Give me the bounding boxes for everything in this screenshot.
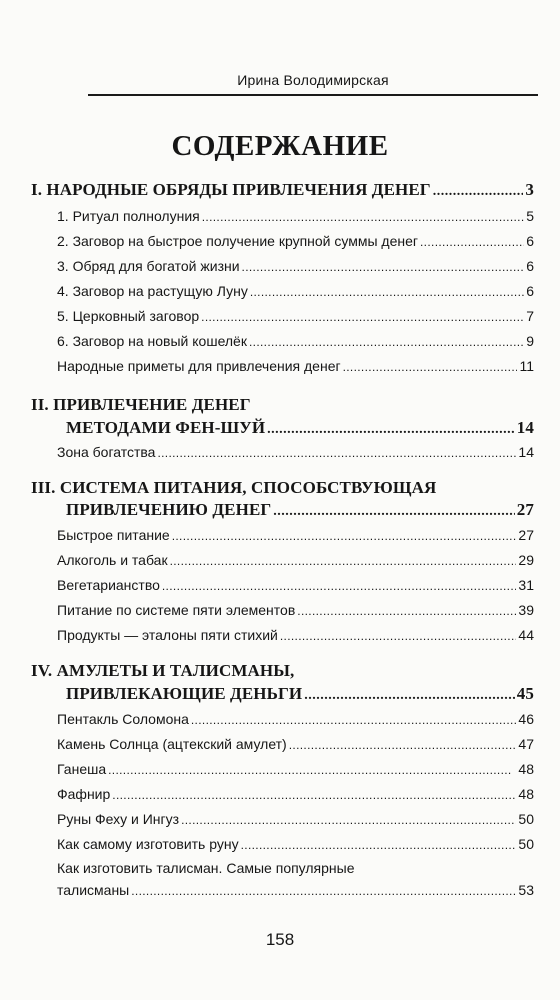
dot-leader: [250, 285, 524, 299]
entry-page-number: 48: [518, 761, 534, 777]
toc-entry[interactable]: [57, 786, 534, 802]
entry-title: Руны Феху и Ингуз: [57, 811, 180, 827]
toc-entry[interactable]: [57, 333, 534, 349]
chapter-page-number: 14: [516, 418, 534, 437]
entry-page-number: 44: [518, 627, 534, 643]
entry-page-number: 6: [526, 233, 534, 249]
entry-page-number: 11: [519, 358, 534, 374]
toc-entry[interactable]: [57, 552, 534, 568]
dot-leader: [289, 738, 517, 752]
entry-title: Зона богатства: [57, 444, 156, 460]
entry-page-number: 47: [518, 736, 534, 752]
chapter-title-line2: МЕТОДАМИ ФЕН-ШУЙ: [66, 418, 266, 437]
dot-leader: [162, 579, 517, 593]
dot-leader: [172, 529, 517, 543]
header-rule: [88, 94, 538, 96]
dot-leader: [131, 884, 516, 898]
toc-entry[interactable]: [57, 208, 534, 224]
entry-page-number: 9: [526, 333, 534, 349]
entry-page-number: 46: [518, 711, 534, 727]
entry-title: 3. Обряд для богатой жизни: [57, 258, 240, 274]
entry-title: Фафнир: [57, 786, 111, 802]
entry-page-number: 50: [518, 811, 534, 827]
dot-leader: [157, 446, 516, 460]
entry-title: 1. Ритуал полнолуния: [57, 208, 200, 224]
dot-leader: [273, 504, 515, 520]
entry-page-number: 29: [518, 552, 534, 568]
toc-entry[interactable]: [57, 444, 534, 460]
toc-entry[interactable]: [57, 882, 534, 898]
chapter-title-line2: ПРИВЛЕКАЮЩИЕ ДЕНЬГИ: [66, 684, 303, 703]
dot-leader: [112, 788, 516, 802]
dot-leader: [181, 813, 516, 827]
entry-title: Ганеша: [57, 761, 107, 777]
entry-page-number: 50: [518, 836, 534, 852]
entry-title: Алкоголь и табак: [57, 552, 168, 568]
entry-title-line2: талисманы: [57, 882, 130, 898]
entry-page-number: 14: [518, 444, 534, 460]
entry-title: Как самому изготовить руну: [57, 836, 239, 852]
toc-entry[interactable]: [57, 811, 534, 827]
entry-title: 2. Заговор на быстрое получение крупной суммы денег: [57, 233, 419, 249]
toc-entry[interactable]: [57, 577, 534, 593]
dot-leader: [241, 838, 517, 852]
entry-page-number: 53: [518, 882, 534, 898]
dot-leader: [249, 335, 524, 349]
entry-title: Народные приметы для привлечения денег: [57, 358, 341, 374]
dot-leader: [420, 235, 524, 249]
dot-leader: [191, 713, 517, 727]
entry-title: Камень Солнца (ацтекский амулет): [57, 736, 287, 752]
toc-entry[interactable]: [57, 627, 534, 643]
toc-entry[interactable]: [57, 258, 534, 274]
toc-entry[interactable]: [57, 836, 534, 852]
entry-title: Вегетарианство: [57, 577, 160, 593]
toc-chapter-4[interactable]: [66, 684, 534, 704]
entry-page-number: 27: [518, 527, 534, 543]
entry-title-line1[interactable]: Как изготовить талисман. Самые популярные: [57, 860, 355, 876]
toc-chapter-1[interactable]: [31, 180, 534, 200]
entry-page-number: 39: [518, 602, 534, 618]
chapter-page-number: 45: [516, 684, 534, 703]
dot-leader: [433, 184, 524, 200]
toc-entry[interactable]: [57, 283, 534, 299]
toc-entry[interactable]: [57, 308, 534, 324]
entry-title: Быстрое питание: [57, 527, 170, 543]
toc-entry[interactable]: [57, 233, 534, 249]
entry-title: Пентакль Соломона: [57, 711, 189, 727]
toc-entry[interactable]: [57, 711, 534, 727]
chapter-title-line1[interactable]: II. ПРИВЛЕЧЕНИЕ ДЕНЕГ: [31, 395, 251, 414]
page-title: СОДЕРЖАНИЕ: [171, 130, 389, 162]
dot-leader: [170, 554, 517, 568]
entry-title: Продукты — эталоны пяти стихий: [57, 627, 278, 643]
chapter-title-line2: ПРИВЛЕЧЕНИЮ ДЕНЕГ: [66, 500, 272, 519]
running-header-author: Ирина Володимирская: [237, 72, 389, 88]
toc-chapter-3[interactable]: [66, 500, 534, 520]
toc-entry[interactable]: [57, 527, 534, 543]
entry-title: 4. Заговор на растущую Луну: [57, 283, 248, 299]
toc-entry[interactable]: [57, 602, 534, 618]
dot-leader: [242, 260, 525, 274]
entry-page-number: 5: [526, 208, 534, 224]
chapter-title-line1[interactable]: III. СИСТЕМА ПИТАНИЯ, СПОСОБСТВУЮЩАЯ: [31, 478, 437, 497]
dot-leader: [108, 763, 516, 777]
dot-leader: [297, 604, 516, 618]
entry-title: 6. Заговор на новый кошелёк: [57, 333, 247, 349]
dot-leader: [304, 688, 515, 704]
chapter-title-line1[interactable]: IV. АМУЛЕТЫ И ТАЛИСМАНЫ,: [31, 661, 295, 680]
dot-leader: [343, 360, 518, 374]
chapter-page-number: 27: [516, 500, 534, 519]
dot-leader: [201, 310, 524, 324]
dot-leader: [267, 422, 515, 438]
entry-title: Питание по системе пяти элементов: [57, 602, 296, 618]
toc-entry[interactable]: [57, 761, 534, 777]
entry-page-number: 6: [526, 258, 534, 274]
dot-leader: [280, 629, 517, 643]
toc-entry[interactable]: [57, 736, 534, 752]
entry-page-number: 31: [518, 577, 534, 593]
chapter-title: I. НАРОДНЫЕ ОБРЯДЫ ПРИВЛЕЧЕНИЯ ДЕНЕГ: [31, 180, 431, 199]
page-number: 158: [265, 930, 295, 949]
dot-leader: [202, 210, 524, 224]
chapter-page-number: 3: [525, 180, 534, 199]
entry-page-number: 6: [526, 283, 534, 299]
entry-page-number: 7: [526, 308, 534, 324]
entry-title: 5. Церковный заговор: [57, 308, 200, 324]
toc-entry[interactable]: [57, 358, 534, 374]
entry-page-number: 48: [518, 786, 534, 802]
toc-chapter-2[interactable]: [66, 418, 534, 438]
